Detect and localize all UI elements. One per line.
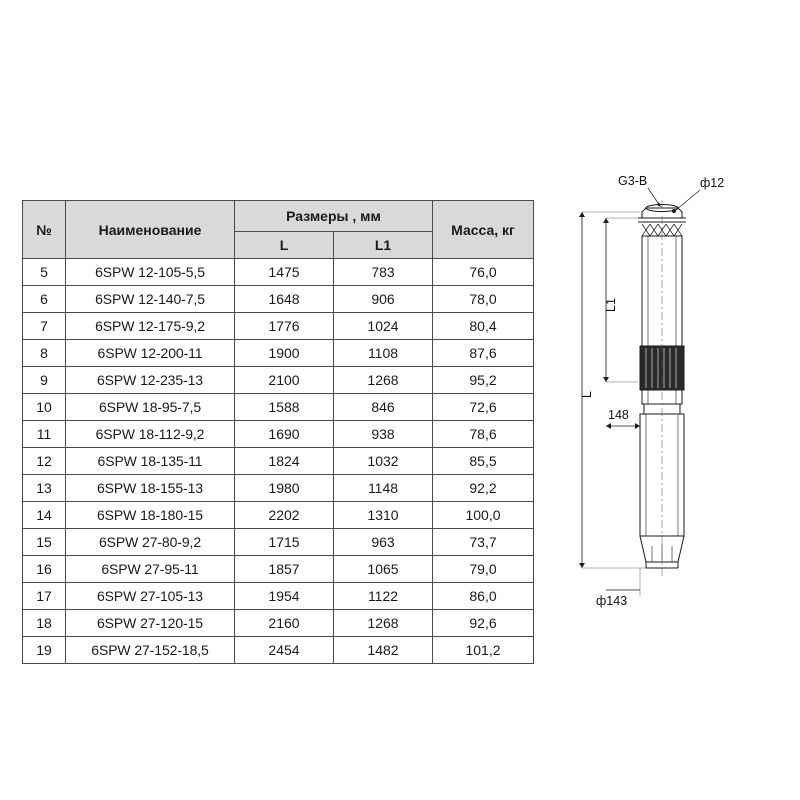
table-row xyxy=(23,448,534,475)
column-header-l1: L1 xyxy=(334,232,433,259)
cell-mass: 101,2 xyxy=(433,637,534,664)
label-dimension-l: L xyxy=(580,391,594,398)
leader-hole xyxy=(676,190,700,210)
cell-model-name: 6SPW 12-200-11 xyxy=(66,340,235,367)
cell-length-l1: 1108 xyxy=(334,340,433,367)
table-row xyxy=(23,286,534,313)
table-row xyxy=(23,583,534,610)
cell-model-name: 6SPW 27-80-9,2 xyxy=(66,529,235,556)
cell-number: 12 xyxy=(23,448,66,475)
cell-length-l: 2454 xyxy=(235,637,334,664)
cell-length-l1: 1122 xyxy=(334,583,433,610)
column-header-name: Наименование xyxy=(66,201,235,259)
cell-length-l1: 1032 xyxy=(334,448,433,475)
cell-mass: 72,6 xyxy=(433,394,534,421)
cell-length-l: 1900 xyxy=(235,340,334,367)
table-row xyxy=(23,394,534,421)
cell-model-name: 6SPW 12-235-13 xyxy=(66,367,235,394)
table-row xyxy=(23,367,534,394)
column-header-number: № xyxy=(23,201,66,259)
cell-model-name: 6SPW 18-95-7,5 xyxy=(66,394,235,421)
cell-model-name: 6SPW 18-180-15 xyxy=(66,502,235,529)
cell-length-l: 1954 xyxy=(235,583,334,610)
cell-length-l1: 963 xyxy=(334,529,433,556)
cell-length-l1: 783 xyxy=(334,259,433,286)
table-row xyxy=(23,340,534,367)
cell-length-l: 1475 xyxy=(235,259,334,286)
pump-drawing-svg xyxy=(560,150,790,640)
table-row xyxy=(23,637,534,664)
cell-model-name: 6SPW 12-105-5,5 xyxy=(66,259,235,286)
cell-length-l1: 1024 xyxy=(334,313,433,340)
cell-length-l1: 1268 xyxy=(334,367,433,394)
cell-mass: 73,7 xyxy=(433,529,534,556)
dim-arrow-l1-bottom xyxy=(603,377,609,382)
pump-technical-drawing xyxy=(560,150,790,640)
cell-model-name: 6SPW 12-140-7,5 xyxy=(66,286,235,313)
cell-mass: 85,5 xyxy=(433,448,534,475)
cell-number: 18 xyxy=(23,610,66,637)
column-header-l: L xyxy=(235,232,334,259)
cell-length-l: 2100 xyxy=(235,367,334,394)
cell-length-l1: 1268 xyxy=(334,610,433,637)
cell-number: 14 xyxy=(23,502,66,529)
cell-model-name: 6SPW 27-152-18,5 xyxy=(66,637,235,664)
cell-mass: 95,2 xyxy=(433,367,534,394)
label-dimension-148: 148 xyxy=(608,408,629,422)
cell-number: 13 xyxy=(23,475,66,502)
cell-mass: 80,4 xyxy=(433,313,534,340)
specification-table xyxy=(22,200,534,664)
cell-mass: 78,0 xyxy=(433,286,534,313)
cell-mass: 92,6 xyxy=(433,610,534,637)
cell-length-l: 1715 xyxy=(235,529,334,556)
dim-arrow-l1-top xyxy=(603,218,609,223)
cell-model-name: 6SPW 18-135-11 xyxy=(66,448,235,475)
cell-number: 17 xyxy=(23,583,66,610)
cell-mass: 87,6 xyxy=(433,340,534,367)
cell-length-l1: 1310 xyxy=(334,502,433,529)
dim-arrow-148-right xyxy=(635,423,640,429)
table-row xyxy=(23,475,534,502)
cell-model-name: 6SPW 27-120-15 xyxy=(66,610,235,637)
table-row xyxy=(23,556,534,583)
cell-length-l1: 1482 xyxy=(334,637,433,664)
column-header-mass: Масса, кг xyxy=(433,201,534,259)
table-row xyxy=(23,610,534,637)
label-dimension-dia143: ф143 xyxy=(596,594,628,608)
cell-length-l1: 938 xyxy=(334,421,433,448)
cell-number: 6 xyxy=(23,286,66,313)
cell-mass: 92,2 xyxy=(433,475,534,502)
dim-arrow-148-left xyxy=(606,423,611,429)
cell-length-l: 2202 xyxy=(235,502,334,529)
table-header-row-top xyxy=(23,201,534,232)
cell-length-l: 2160 xyxy=(235,610,334,637)
cell-number: 5 xyxy=(23,259,66,286)
specification-table-container xyxy=(22,200,534,664)
table-body xyxy=(23,259,534,664)
cell-number: 7 xyxy=(23,313,66,340)
cell-length-l: 1857 xyxy=(235,556,334,583)
table-row xyxy=(23,421,534,448)
cell-length-l1: 846 xyxy=(334,394,433,421)
cell-length-l1: 1065 xyxy=(334,556,433,583)
table-row xyxy=(23,313,534,340)
label-dimension-l1: L1 xyxy=(604,298,618,312)
cell-model-name: 6SPW 12-175-9,2 xyxy=(66,313,235,340)
cell-model-name: 6SPW 27-95-11 xyxy=(66,556,235,583)
cell-model-name: 6SPW 18-155-13 xyxy=(66,475,235,502)
cell-number: 19 xyxy=(23,637,66,664)
cell-mass: 76,0 xyxy=(433,259,534,286)
column-header-dimensions: Размеры , мм xyxy=(235,201,433,232)
table-row xyxy=(23,502,534,529)
cell-number: 10 xyxy=(23,394,66,421)
cell-length-l1: 906 xyxy=(334,286,433,313)
cell-model-name: 6SPW 18-112-9,2 xyxy=(66,421,235,448)
cell-number: 16 xyxy=(23,556,66,583)
cell-mass: 86,0 xyxy=(433,583,534,610)
cell-model-name: 6SPW 27-105-13 xyxy=(66,583,235,610)
table-row xyxy=(23,529,534,556)
label-hole-diameter: ф12 xyxy=(700,176,725,190)
cell-number: 8 xyxy=(23,340,66,367)
cell-number: 9 xyxy=(23,367,66,394)
table-header xyxy=(23,201,534,259)
cell-length-l1: 1148 xyxy=(334,475,433,502)
label-thread-g3b: G3-B xyxy=(618,174,648,188)
cell-mass: 79,0 xyxy=(433,556,534,583)
cell-length-l: 1648 xyxy=(235,286,334,313)
cell-length-l: 1824 xyxy=(235,448,334,475)
dim-arrow-l-top xyxy=(579,212,585,217)
cell-number: 11 xyxy=(23,421,66,448)
cell-length-l: 1980 xyxy=(235,475,334,502)
cell-mass: 100,0 xyxy=(433,502,534,529)
cell-length-l: 1776 xyxy=(235,313,334,340)
cell-length-l: 1588 xyxy=(235,394,334,421)
hole-marker xyxy=(672,209,676,213)
cell-length-l: 1690 xyxy=(235,421,334,448)
table-row xyxy=(23,259,534,286)
dim-arrow-l-bottom xyxy=(579,563,585,568)
cell-number: 15 xyxy=(23,529,66,556)
cell-mass: 78,6 xyxy=(433,421,534,448)
